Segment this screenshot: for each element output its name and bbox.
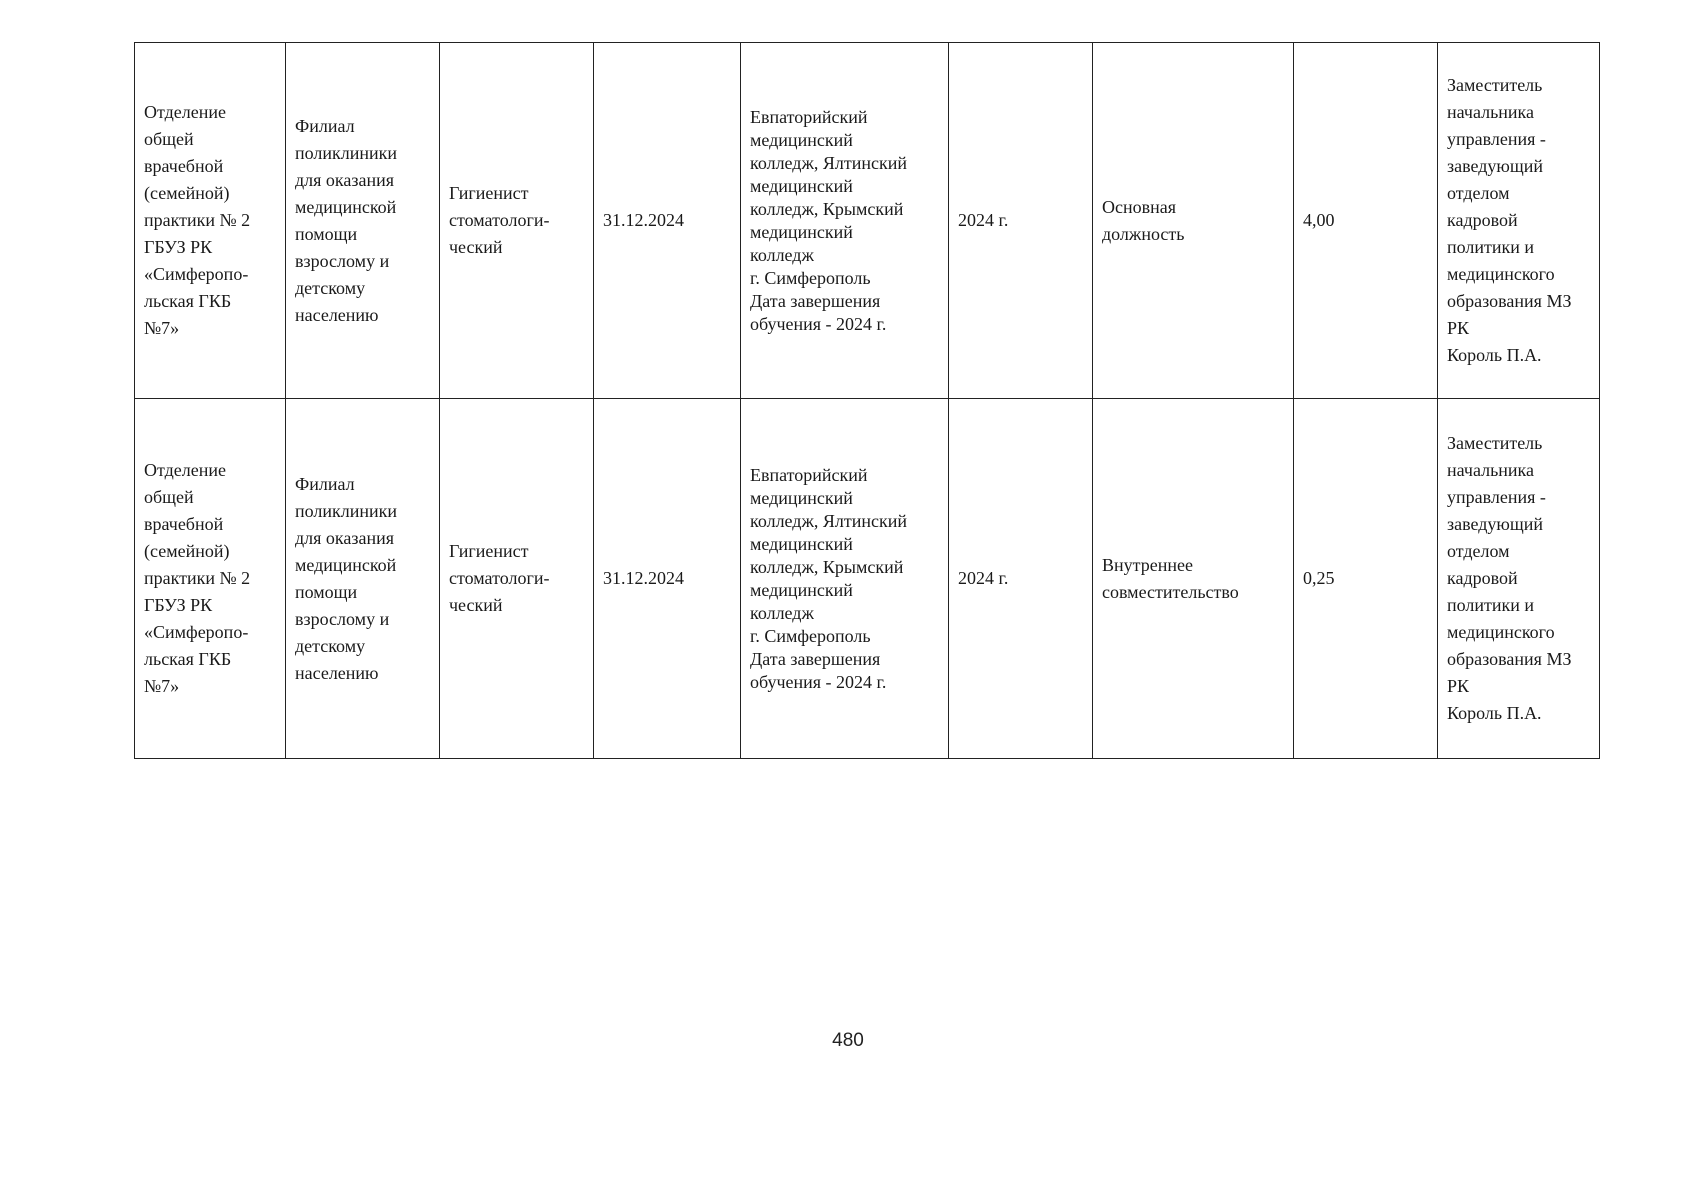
page-number: 480 [832,1030,864,1051]
rate-cell: 0,25 [1294,399,1438,759]
employment-type-cell: Внутреннее совместительство [1093,399,1294,759]
date-cell: 31.12.2024 [594,399,741,759]
colleges-cell: Евпаторийский медицинский колледж, Ялтинский медицинский колледж, Крымский медицинский колледж г. Симферополь Дата завершения обучения - 2024 г. [741,43,949,399]
colleges-cell: Евпаторийский медицинский колледж, Ялтинский медицинский колледж, Крымский медицинский колледж г. Симферополь Дата завершения обучения - 2024 г. [741,399,949,759]
vacancy-table [134,42,1600,759]
year-cell: 2024 г. [949,399,1093,759]
department-cell: Отделение общей врачебной (семейной) практики № 2 ГБУЗ РК «Симферопо- льская ГКБ №7» [135,399,286,759]
year-cell: 2024 г. [949,43,1093,399]
employment-type-cell: Основная должность [1093,43,1294,399]
position-cell: Гигиенист стоматологи- ческий [440,399,594,759]
rate-cell: 4,00 [1294,43,1438,399]
date-cell: 31.12.2024 [594,43,741,399]
table-row [135,399,1600,759]
table-row [135,43,1600,399]
position-cell: Гигиенист стоматологи- ческий [440,43,594,399]
branch-cell: Филиал поликлиники для оказания медицинской помощи взрослому и детскому населению [286,399,440,759]
contact-cell: Заместитель начальника управления - заведующий отделом кадровой политики и медицинского образования МЗ РК Король П.А. [1438,43,1600,399]
contact-cell: Заместитель начальника управления - заведующий отделом кадровой политики и медицинского образования МЗ РК Король П.А. [1438,399,1600,759]
branch-cell: Филиал поликлиники для оказания медицинской помощи взрослому и детскому населению [286,43,440,399]
department-cell: Отделение общей врачебной (семейной) практики № 2 ГБУЗ РК «Симферопо- льская ГКБ №7» [135,43,286,399]
